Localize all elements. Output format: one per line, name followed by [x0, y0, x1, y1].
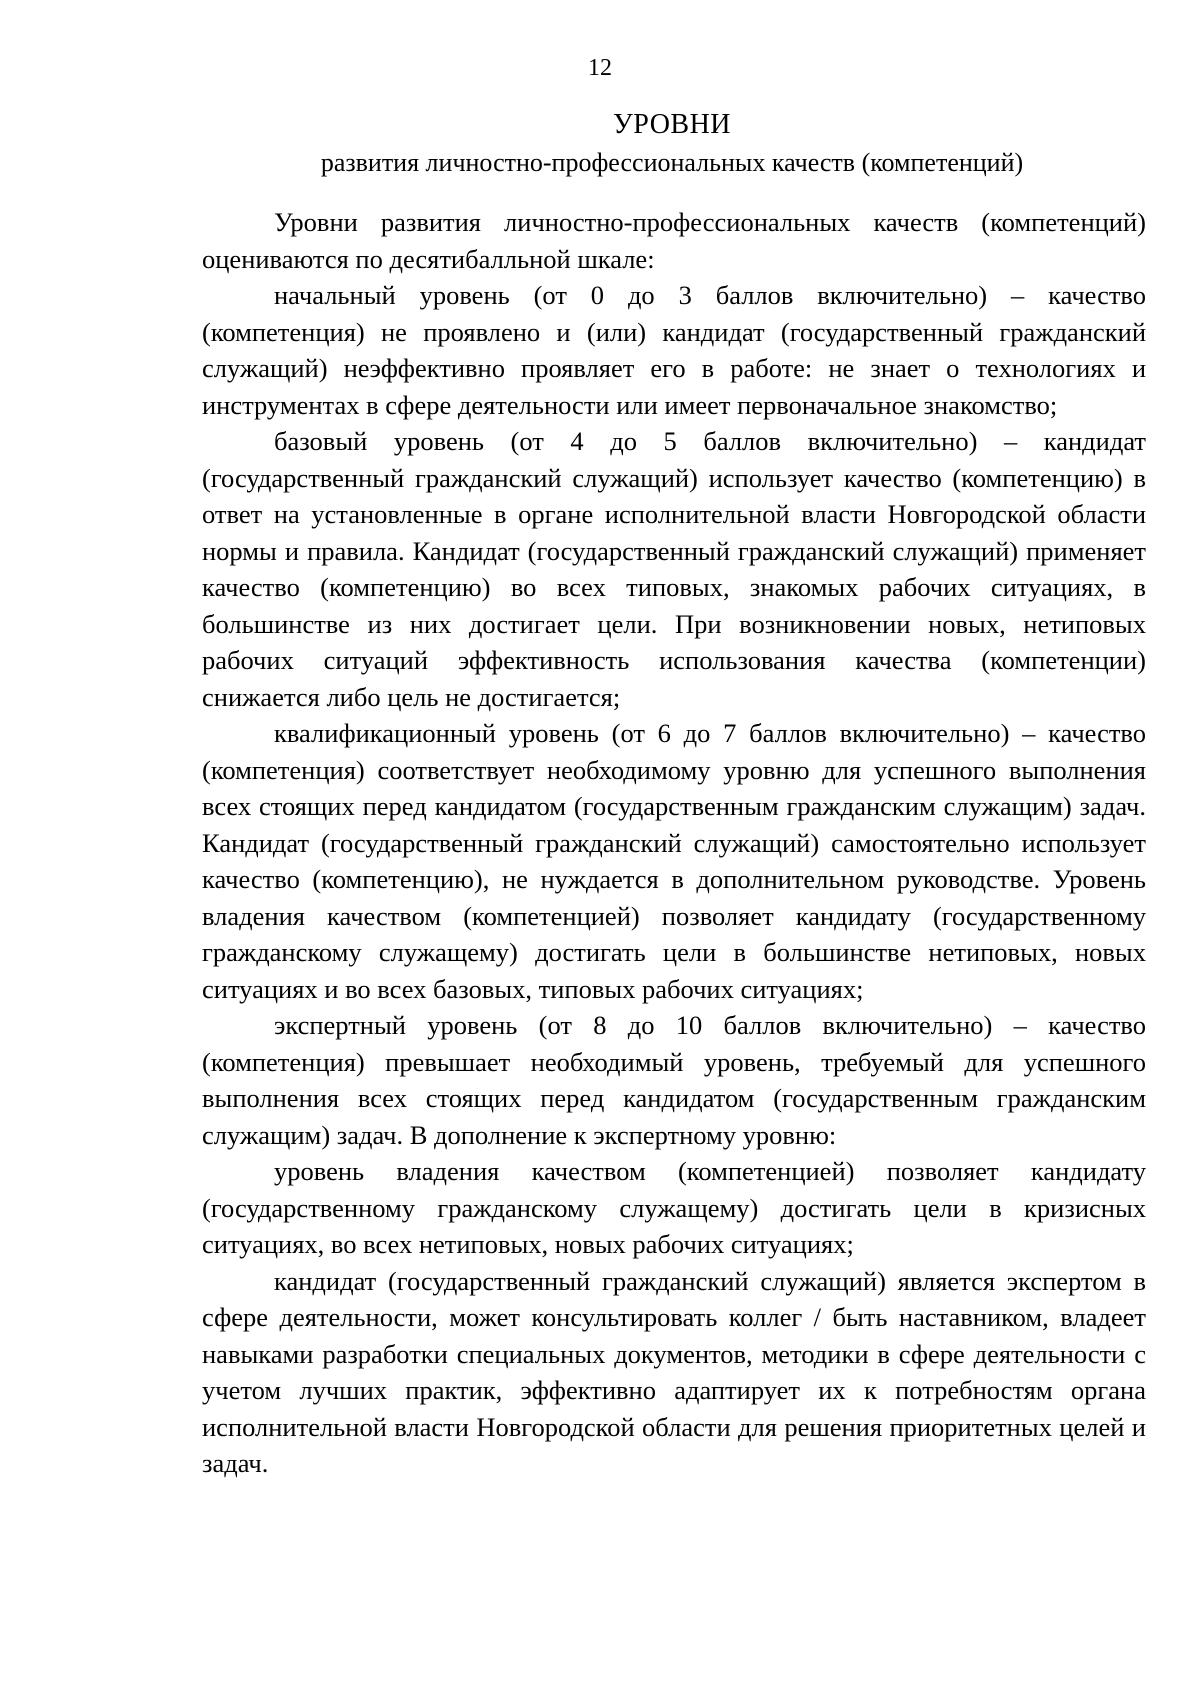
- paragraph-basic-level: базовый уровень (от 4 до 5 баллов включительно) – кандидат (государственный гражданский служащий) использует качество (компетенцию) в ответ на установленные в органе исполнительной власти Новгородской области нормы и правила. Кандидат (государственный гражданский служащий) применяет качество (компетенцию) во всех типовых, знакомых рабочих ситуациях, в большинстве из них достигает цели. При возникновении новых, нетиповых рабочих ситуаций эффективность использования качества (компетенции) снижается либо цель не достигается;: [202, 426, 1146, 712]
- paragraph-expert-mentor: кандидат (государственный гражданский служащий) является экспертом в сфере деятельности, может консультировать коллег / быть наставником, владеет навыками разработки специальных документов, методики в сфере деятельности с учетом лучших практик, эффективно адаптирует их к потребностям органа исполнительной власти Новгородской области для решения приоритетных целей и задач.: [202, 1265, 1146, 1478]
- paragraph-initial-level: начальный уровень (от 0 до 3 баллов включительно) – качество (компетенция) не проявлено и (или) кандидат (государственный гражданский служащий) неэффективно проявляет его в работе: не знает о технологиях и инструментах в сфере деятельности или имеет первоначальное знакомство;: [202, 280, 1146, 420]
- paragraph-qualification-level: квалификационный уровень (от 6 до 7 баллов включительно) – качество (компетенция) соответствует необходимому уровню для успешного выполнения всех стоящих перед кандидатом (государственным гражданским служащим) задач. Кандидат (государственный гражданский служащий) самостоятельно использует качество (компетенцию), не нуждается в дополнительном руководстве. Уровень владения качеством (компетенцией) позволяет кандидату (государственному гражданскому служащему) достигать цели в большинстве нетиповых, новых ситуациях и во всех базовых, типовых рабочих ситуациях;: [202, 718, 1146, 1004]
- paragraph-expert-level: экспертный уровень (от 8 до 10 баллов включительно) – качество (компетенция) превышает необходимый уровень, требуемый для успешного выполнения всех стоящих перед кандидатом (государственным гражданским служащим) задач. В дополнение к экспертному уровню:: [202, 1010, 1146, 1150]
- paragraph-intro: Уровни развития личностно-профессиональных качеств (компетенций) оцениваются по десятибалльной шкале:: [202, 207, 1146, 274]
- page-number: 12: [588, 55, 612, 81]
- body-text: [202, 204, 1146, 1482]
- page-subtitle: развития личностно-профессиональных качеств (компетенций): [320, 148, 1024, 177]
- paragraph-expert-crisis: уровень владения качеством (компетенцией) позволяет кандидату (государственному гражданскому служащему) достигать цели в кризисных ситуациях, во всех нетиповых, новых рабочих ситуациях;: [202, 1156, 1146, 1259]
- page-title: УРОВНИ: [612, 109, 732, 140]
